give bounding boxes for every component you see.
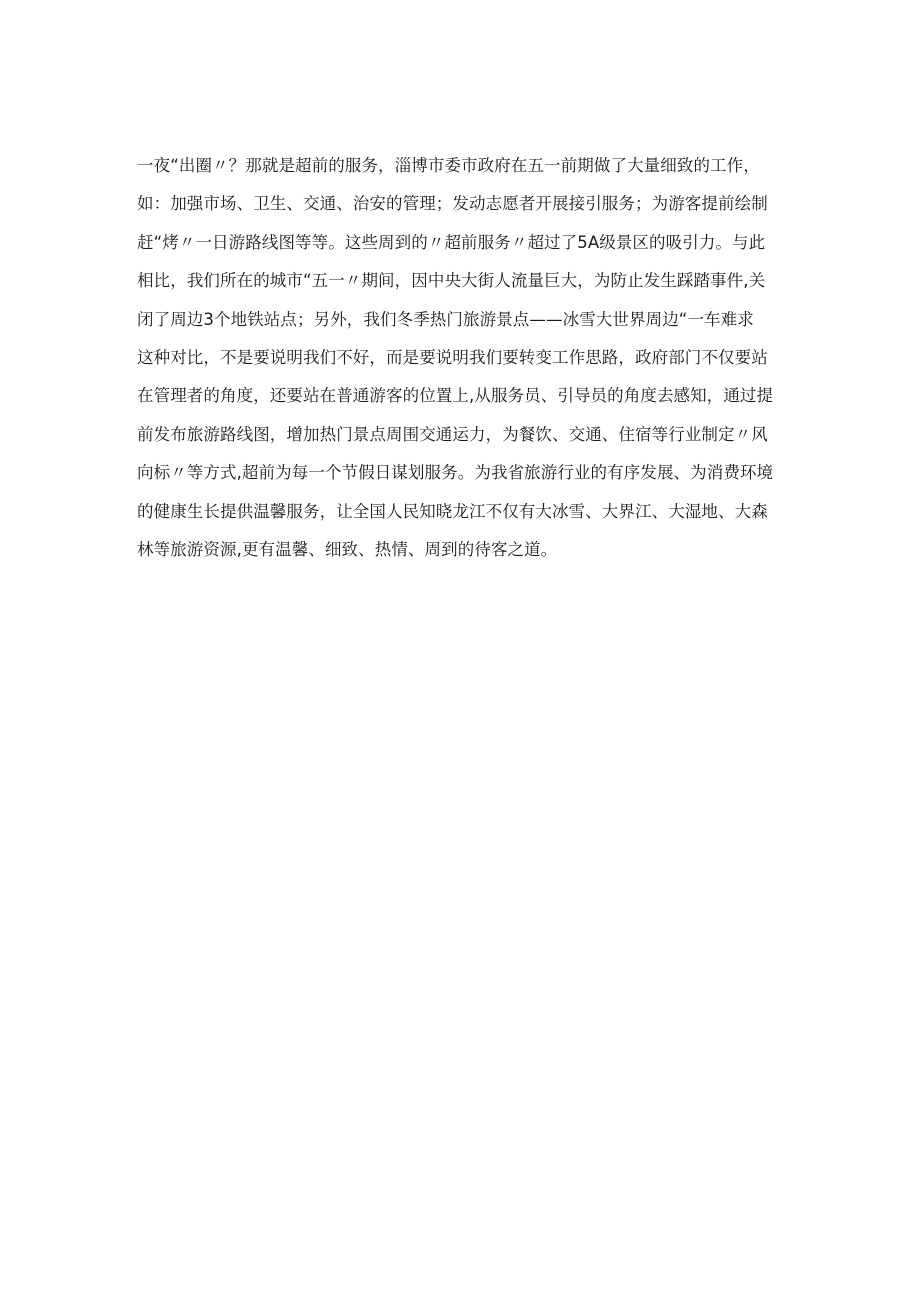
paragraph-line: 林等旅游资源,更有温馨、细致、热情、周到的待客之道。 (137, 539, 558, 559)
body-paragraph (137, 147, 797, 569)
paragraph-line: 相比，我们所在的城市“五一〃期间，因中央大街人流量巨大，为防止发生踩踏事件,关 (137, 271, 766, 291)
paragraph-line: 这种对比，不是要说明我们不好，而是要说明我们要转变工作思路，政府部门不仅要站 (137, 347, 768, 367)
paragraph-line: 如：加强市场、卫生、交通、治安的管理；发动志愿者开展接引服务；为游客提前绘制 (137, 194, 768, 214)
paragraph-line: 前发布旅游路线图，增加热门景点周围交通运力，为餐饮、交通、住宿等行业制定〃风 (137, 424, 768, 444)
paragraph-line: 的健康生长提供温馨服务，让全国人民知晓龙江不仅有大冰雪、大界江、大湿地、大森 (137, 501, 768, 521)
paragraph-line: 赶“烤〃一日游路线图等等。这些周到的〃超前服务〃超过了5A级景区的吸引力。与此 (137, 232, 766, 252)
paragraph-line: 在管理者的角度，还要站在普通游客的位置上,从服务员、引导员的角度去感知，通过提 (137, 386, 774, 406)
paragraph-line: 向标〃等方式,超前为每一个节假日谋划服务。为我省旅游行业的有序发展、为消费环境 (137, 463, 774, 483)
paragraph-line: 一夜“出圈〃？那就是超前的服务，淄博市委市政府在五一前期做了大量细致的工作， (137, 156, 760, 175)
paragraph-line: 闭了周边3个地铁站点；另外，我们冬季热门旅游景点——冰雪大世界周边“一车难求 (137, 309, 754, 329)
